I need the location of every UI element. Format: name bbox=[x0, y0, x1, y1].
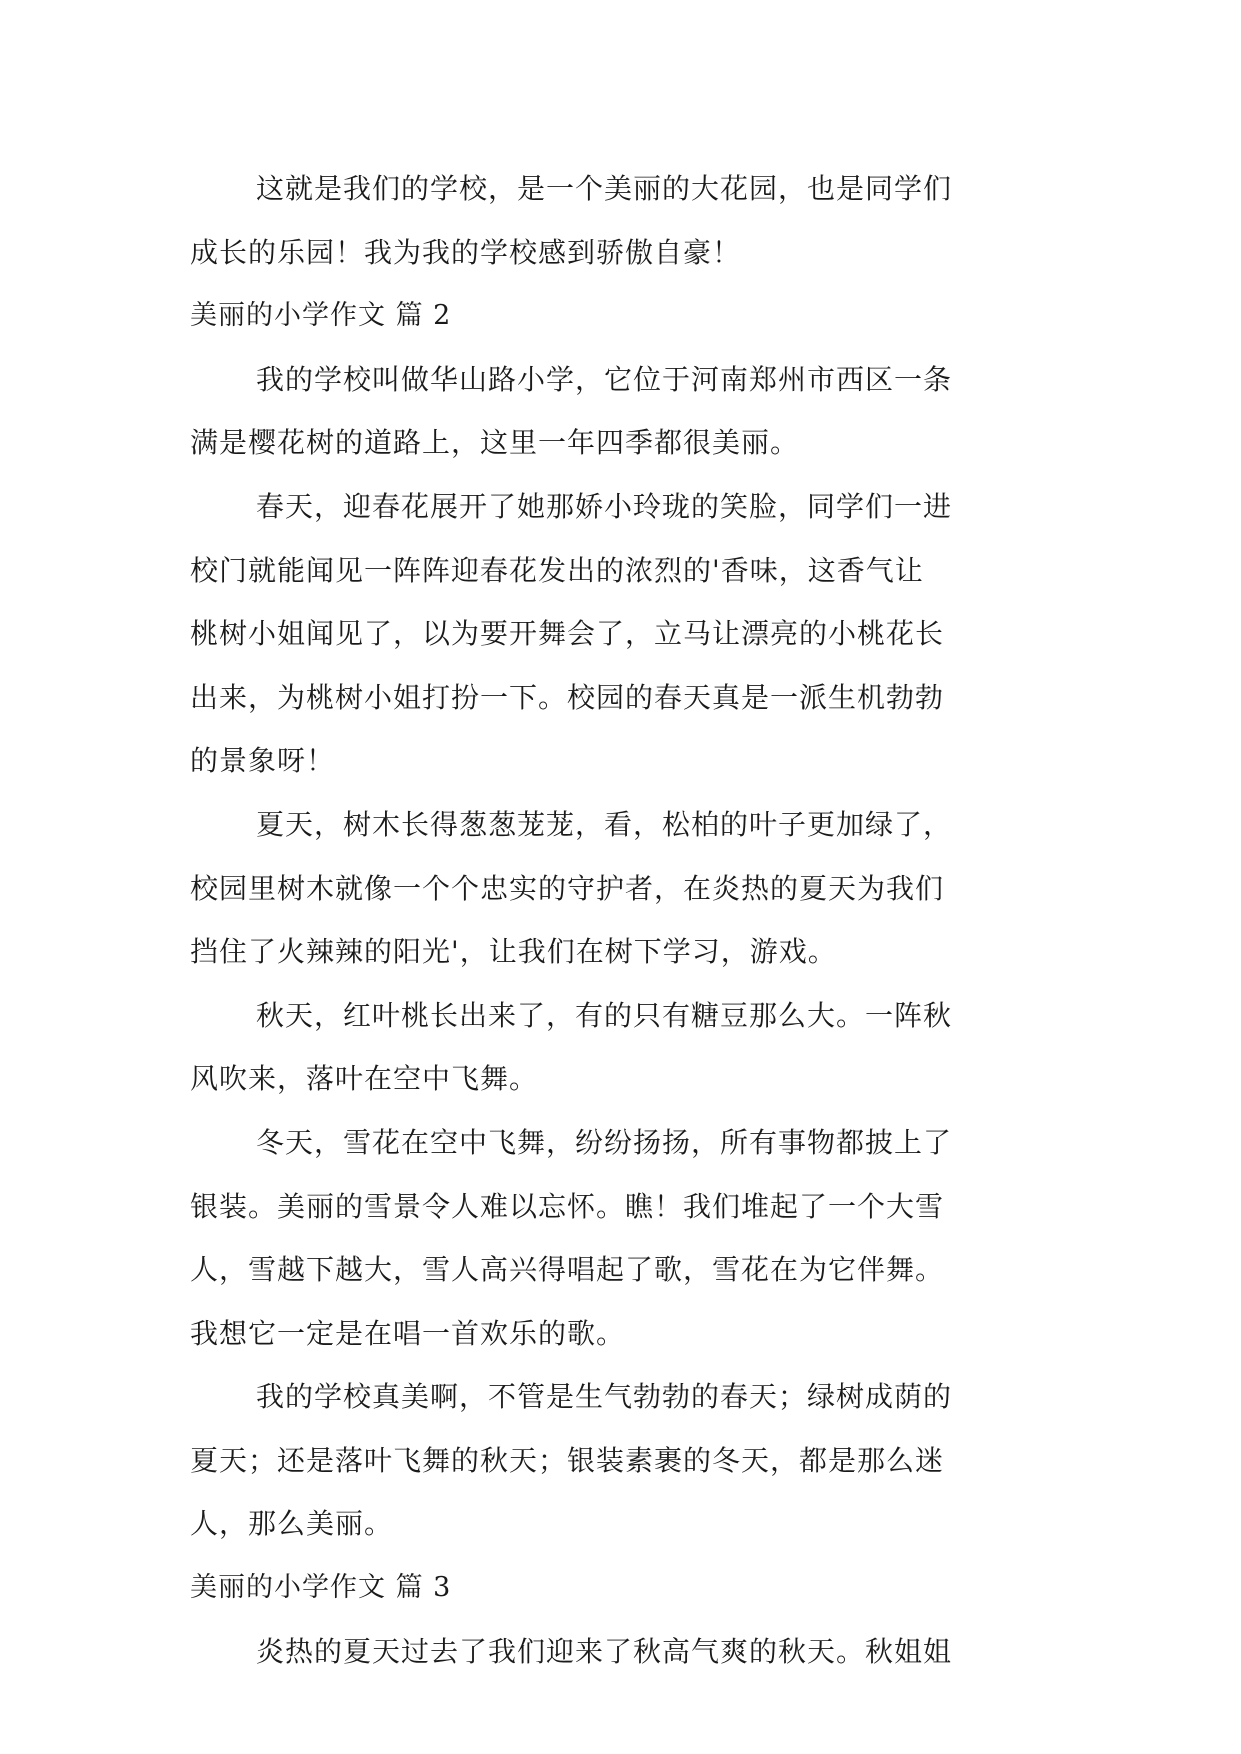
text-line: 银装。美丽的雪景令人难以忘怀。瞧！我们堆起了一个大雪 bbox=[190, 1189, 945, 1223]
text-line: 我的学校真美啊，不管是生气勃勃的春天；绿树成荫的 bbox=[256, 1380, 953, 1414]
text-line: 人，雪越下越大，雪人高兴得唱起了歌，雪花在为它伴舞。 bbox=[190, 1253, 945, 1287]
essay-text-block bbox=[190, 157, 1070, 1683]
text-line: 满是樱花树的道路上，这里一年四季都很美丽。 bbox=[190, 426, 800, 460]
text-line: 炎热的夏天过去了我们迎来了秋高气爽的秋天。秋姐姐 bbox=[256, 1634, 953, 1668]
text-line: 春天，迎春花展开了她那娇小玲珑的笑脸，同学们一进 bbox=[256, 489, 953, 523]
text-line: 校园里树木就像一个个忠实的守护者，在炎热的夏天为我们 bbox=[190, 871, 945, 905]
text-line: 挡住了火辣辣的阳光'，让我们在树下学习，游戏。 bbox=[190, 935, 837, 969]
essay-heading: 美丽的小学作文 篇 2 bbox=[190, 300, 452, 332]
essay-heading: 美丽的小学作文 篇 3 bbox=[190, 1572, 452, 1604]
text-line: 成长的乐园！我为我的学校感到骄傲自豪！ bbox=[190, 235, 742, 269]
text-line: 的景象呀！ bbox=[190, 744, 336, 778]
text-line: 风吹来，落叶在空中飞舞。 bbox=[190, 1062, 539, 1096]
text-line: 夏天；还是落叶飞舞的秋天；银装素裹的冬天，都是那么迷 bbox=[190, 1443, 945, 1477]
text-line: 秋天，红叶桃长出来了，有的只有糖豆那么大。一阵秋 bbox=[256, 998, 953, 1032]
text-line: 冬天，雪花在空中飞舞，纷纷扬扬，所有事物都披上了 bbox=[256, 1125, 953, 1159]
text-line: 人，那么美丽。 bbox=[190, 1507, 394, 1541]
text-line: 这就是我们的学校，是一个美丽的大花园，也是同学们 bbox=[256, 172, 953, 205]
text-line: 桃树小姐闻见了，以为要开舞会了，立马让漂亮的小桃花长 bbox=[190, 617, 945, 651]
text-line: 校门就能闻见一阵阵迎春花发出的浓烈的'香味，这香气让 bbox=[190, 553, 924, 587]
text-line: 夏天，树木长得葱葱茏茏，看，松柏的叶子更加绿了， bbox=[256, 807, 953, 841]
text-line: 出来，为桃树小姐打扮一下。校园的春天真是一派生机勃勃 bbox=[190, 680, 945, 714]
text-line: 我想它一定是在唱一首欢乐的歌。 bbox=[190, 1316, 626, 1350]
text-line: 我的学校叫做华山路小学，它位于河南郑州市西区一条 bbox=[256, 362, 953, 396]
